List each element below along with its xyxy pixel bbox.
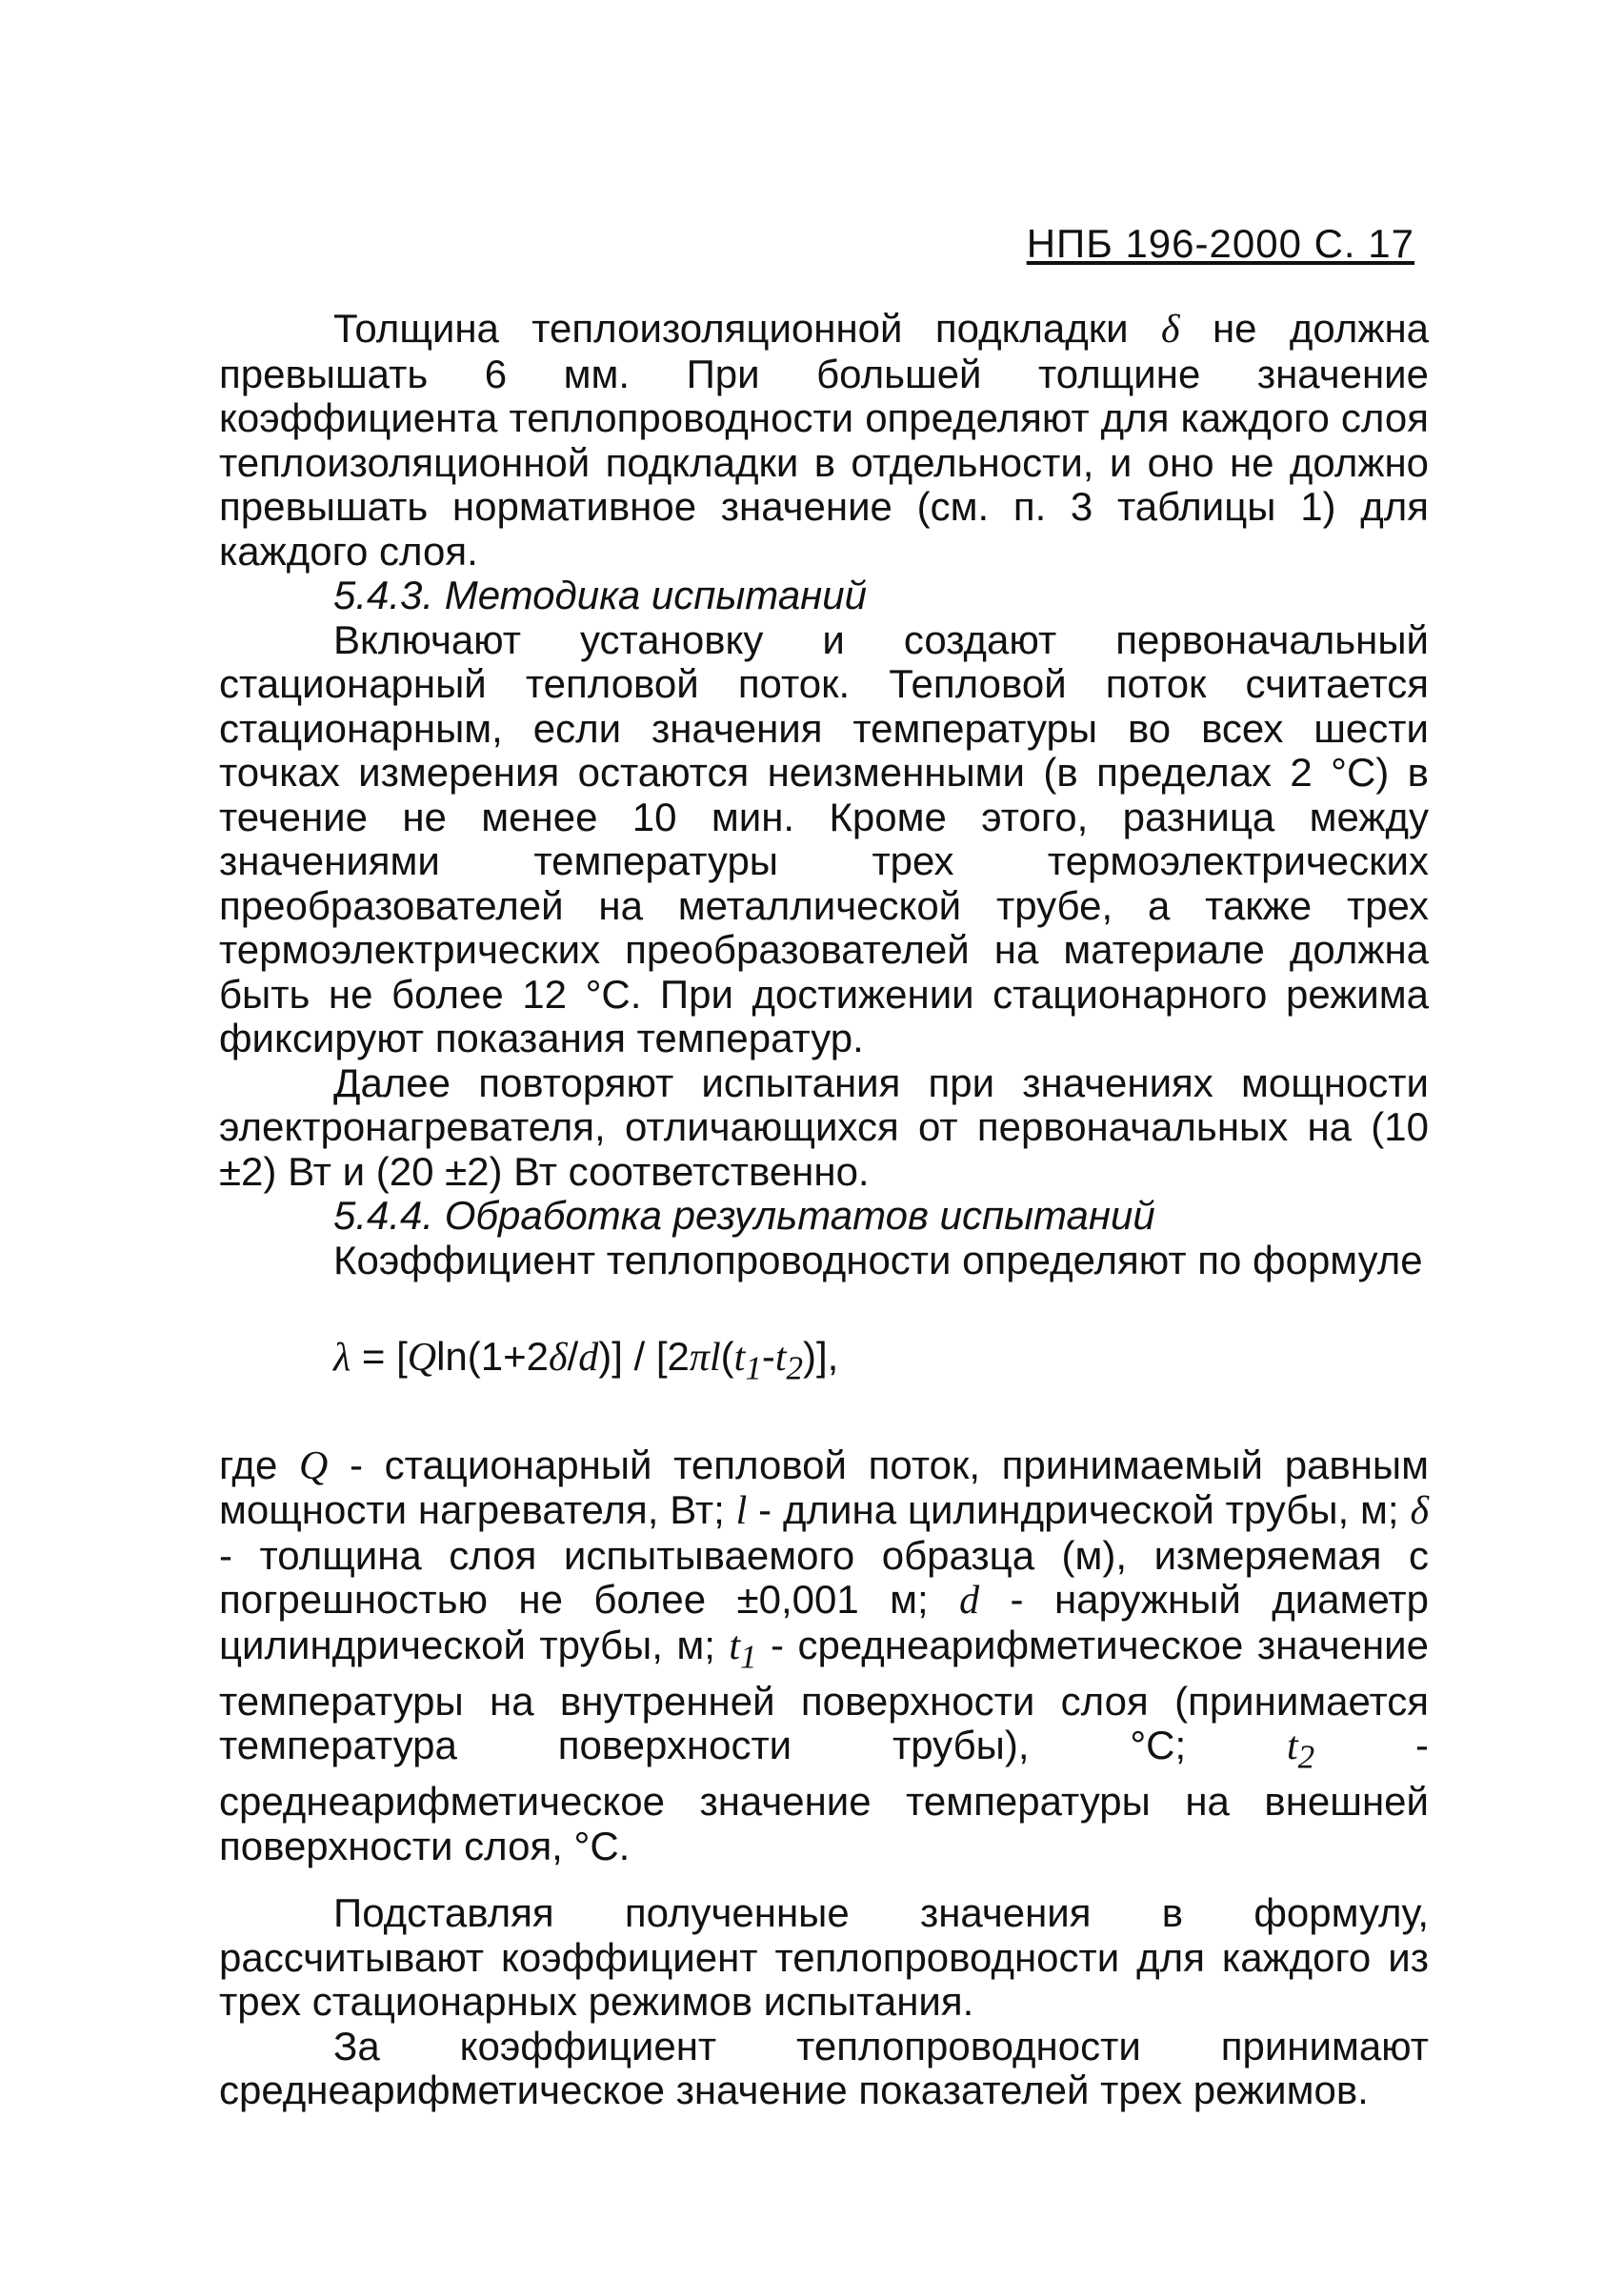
delta-symbol: δ: [1161, 308, 1180, 352]
paragraph-repeat: Далее повторяют испытания при значениях мощности электронагревателя, отличающихся от первоначальных на (10 ±2) Вт и (20 ±2) Вт соответственно.: [219, 1059, 1429, 1194]
var-t1-sub: 1: [740, 1638, 757, 1676]
paragraph-text: не должна превышать 6 мм. При большей толщине значение коэффициента теплопроводности определяют для каждого слоя теплоизоляционной подкладки в отдельности, и оно не должно превышать нормативное значение (см. п. 3 таблицы 1) для каждого слоя.: [219, 306, 1429, 574]
var-t1: t: [729, 1624, 741, 1668]
document-body: [219, 307, 1429, 2113]
formula-sub-1: 1: [745, 1349, 762, 1387]
var-t2: t: [1287, 1725, 1298, 1769]
formula-part: -: [761, 1334, 775, 1379]
paragraph-method: Включают установку и создают первоначальный стационарный тепловой поток. Тепловой поток считается стационарным, если значения температуры во всех шести точках измерения остаются неизменными (в пределах 2 °С) в течение не менее 10 мин. Кроме этого, разница между значениями температуры трех термоэлектрических преобразователей на металлической трубе, а также трех термоэлектрических преобразователей на материале должна быть не более 12 °С. При достижении стационарного режима фиксируют показания температур.: [219, 616, 1429, 1060]
paragraph-formula-intro: Коэффициент теплопроводности определяют по формуле: [333, 1237, 1423, 1282]
paragraph-final: За коэффициент теплопроводности принимают среднеарифметическое значение показателей трех режимов.: [219, 2023, 1429, 2113]
lambda-symbol: λ: [333, 1336, 351, 1380]
formula-part: = [: [351, 1334, 408, 1379]
paragraph-text: - толщина слоя испытываемого образца (м), измеряемая с погрешностью не более ±0,001 м;: [219, 1532, 1429, 1623]
formula-var-pi: π: [689, 1336, 710, 1380]
formula-thermal-conductivity: [219, 1335, 1429, 1391]
var-delta: δ: [1410, 1489, 1429, 1534]
paragraph-text: - среднеарифметическое значение температуры на внешней поверхности слоя, °С.: [219, 1723, 1430, 1868]
section-heading-5-4-4: 5.4.4. Обработка результатов испытаний: [333, 1193, 1155, 1238]
paragraph-text: - наружный диаметр цилиндрической трубы, м;: [219, 1577, 1430, 1667]
section-heading-5-4-3: 5.4.3. Методика испытаний: [333, 573, 868, 617]
formula-part: )],: [802, 1334, 839, 1379]
formula-var-q: Q: [407, 1336, 437, 1380]
var-q: Q: [298, 1443, 329, 1488]
formula-part: )] / [2: [598, 1334, 690, 1379]
var-t2-sub: 2: [1297, 1738, 1315, 1776]
formula-sub-2: 2: [786, 1349, 803, 1387]
paragraph-text: Толщина теплоизоляционной подкладки: [333, 306, 1162, 351]
formula-part: /: [567, 1334, 579, 1379]
paragraph-text: - среднеарифметическое значение температуры на внутренней поверхности слоя (принимается температура поверхности трубы), °С;: [219, 1622, 1430, 1768]
paragraph-substitute: Подставляя полученные значения в формулу, рассчитывают коэффициент теплопроводности для каждого из трех стационарных режимов испытания.: [219, 1890, 1429, 2025]
formula-part: (: [720, 1334, 734, 1379]
paragraph-variables: [219, 1443, 1429, 1868]
formula-var-t2: t: [774, 1336, 787, 1380]
paragraph-insulation: [219, 307, 1429, 574]
formula-part: ln(1+2: [436, 1334, 550, 1379]
paragraph-text: - длина цилиндрической трубы, м;: [747, 1487, 1411, 1533]
formula-var-delta: δ: [549, 1336, 568, 1380]
page-header: НПБ 196-2000 С. 17: [1026, 221, 1414, 266]
var-d: d: [959, 1579, 980, 1624]
formula-var-t1: t: [733, 1336, 746, 1380]
formula-var-l: l: [709, 1336, 721, 1380]
var-l: l: [735, 1489, 748, 1534]
paragraph-text: где: [219, 1442, 299, 1487]
paragraph-text: - стационарный тепловой поток, принимаемый равным мощности нагревателя, Вт;: [219, 1442, 1429, 1533]
formula-var-d: d: [578, 1336, 599, 1380]
